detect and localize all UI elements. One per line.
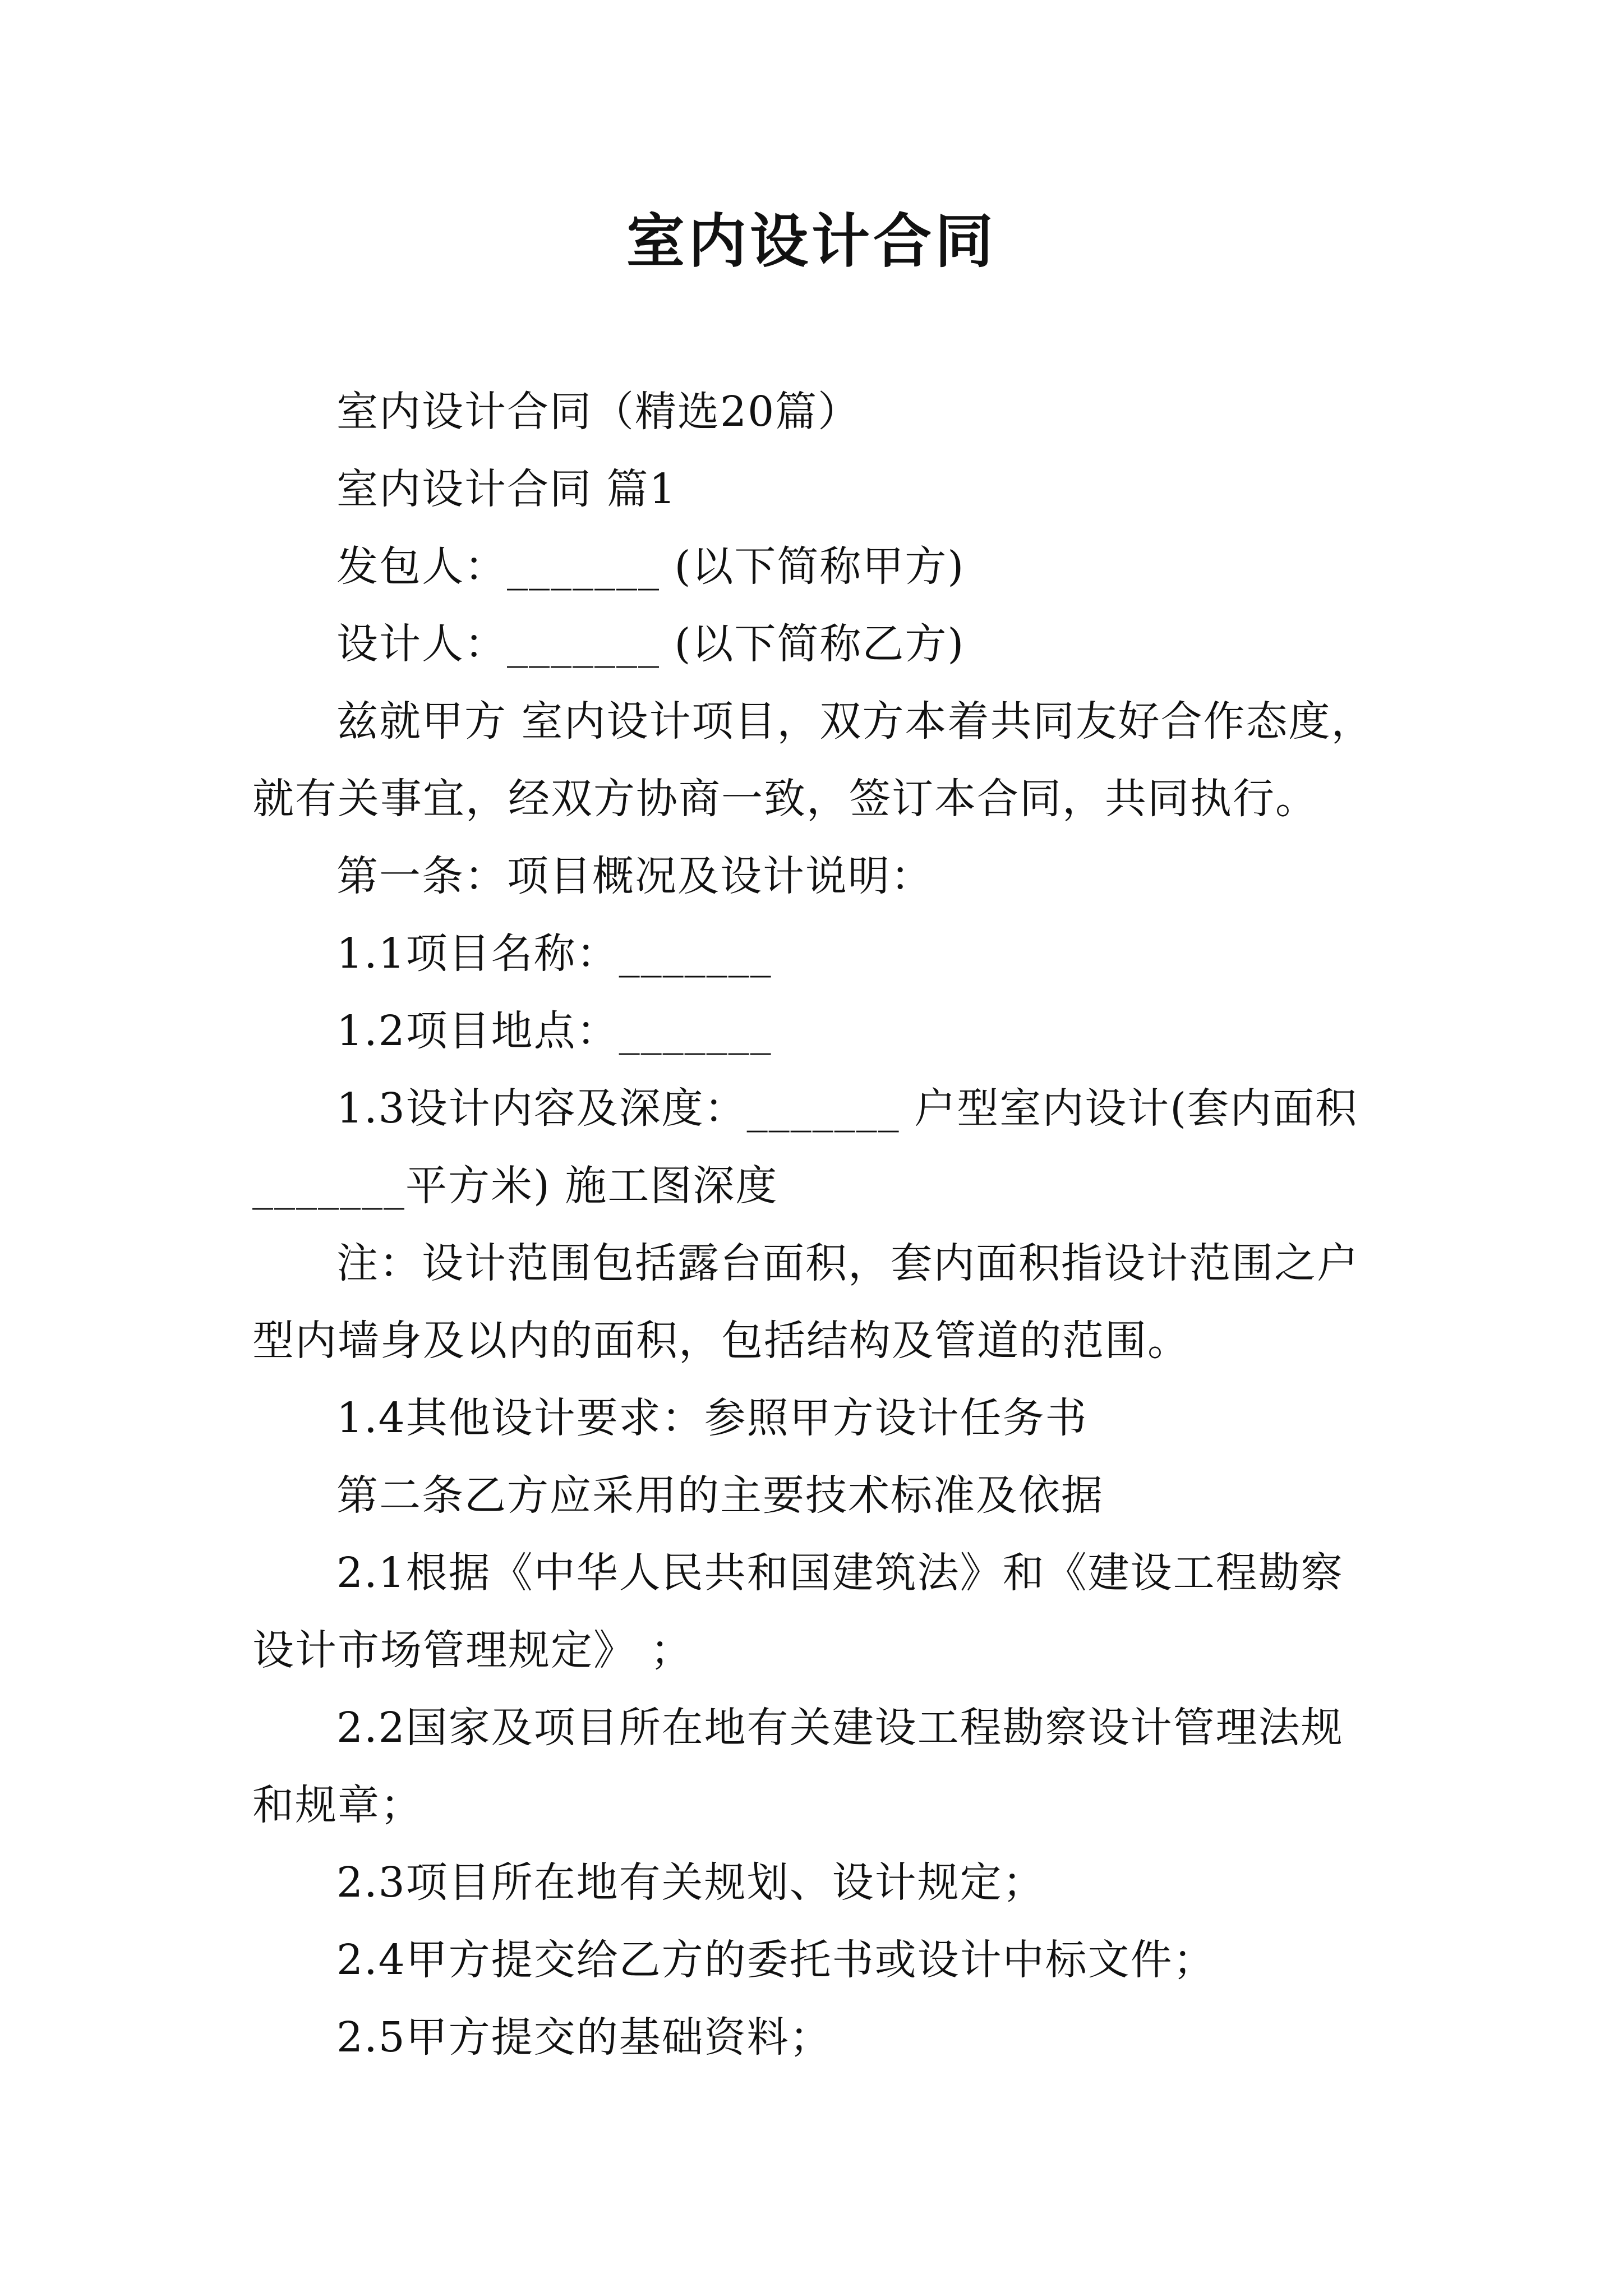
paragraph-item-2-5: 2.5甲方提交的基础资料；	[336, 2013, 832, 2062]
paragraph-item-2-3: 2.3项目所在地有关规划、设计规定；	[336, 1858, 1045, 1907]
paragraph-item-1-3: 1.3设计内容及深度：_______ 户型室内设计(套内面积_______平方米) 施工图深度	[252, 1084, 1358, 1210]
paragraph-employer: 发包人：_______ (以下简称甲方)	[336, 542, 965, 591]
document-body	[252, 373, 1374, 2076]
paragraph-item-1-1: 1.1项目名称：_______	[336, 930, 772, 978]
paragraph-note: 注：设计范围包括露台面积，套内面积指设计范围之户型内墙身及以内的面积，包括结构及管道的范围。	[252, 1239, 1359, 1365]
document-title: 室内设计合同	[626, 206, 997, 275]
paragraph-designer: 设计人：_______ (以下简称乙方)	[336, 620, 965, 668]
paragraph-item-1-2: 1.2项目地点：_______	[336, 1007, 772, 1055]
paragraph-item-2-1: 2.1根据《中华人民共和国建筑法》和《建设工程勘察设计市场管理规定》 ；	[252, 1549, 1344, 1674]
paragraph-item-2-2: 2.2国家及项目所在地有关建设工程勘察设计管理法规和规章；	[252, 1704, 1344, 1829]
paragraph-preamble: 兹就甲方 室内设计项目，双方本着共同友好合作态度，就有关事宜，经双方协商一致，签订本合同，共同执行。	[252, 697, 1374, 823]
paragraph-item-1-4: 1.4其他设计要求：参照甲方设计任务书	[336, 1394, 1088, 1442]
paragraph-collection-title: 室内设计合同（精选20篇）	[336, 388, 861, 436]
paragraph-article-2-heading: 第二条乙方应采用的主要技术标准及依据	[336, 1471, 1104, 1520]
paragraph-contract-part-1: 室内设计合同 篇1	[336, 465, 677, 513]
paragraph-article-1-heading: 第一条：项目概况及设计说明：	[336, 852, 933, 900]
paragraph-item-2-4: 2.4甲方提交给乙方的委托书或设计中标文件；	[336, 1936, 1216, 1984]
